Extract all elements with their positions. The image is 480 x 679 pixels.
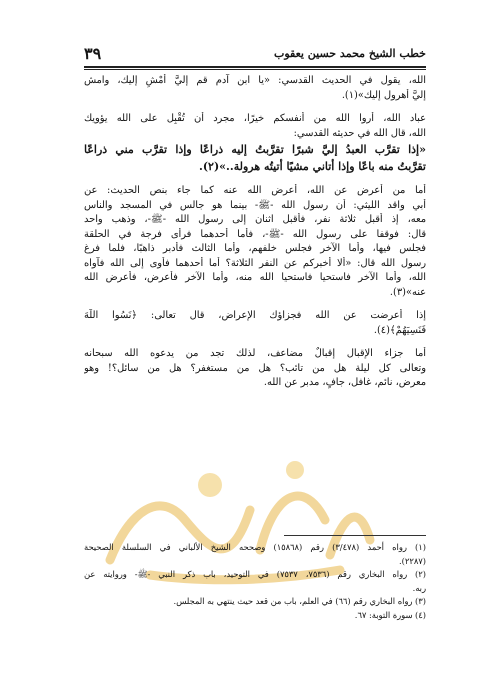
- running-header: [84, 42, 426, 64]
- text-line: أما من أعرض عن الله، أعرض الله عنه كما جاء بنص الحديث: عن: [84, 185, 426, 196]
- text-line: أبي واقد الليثي: أن رسول الله -ﷺ- بينما هو جالس في المسجد والناس: [84, 199, 426, 211]
- paragraph-gap: [84, 103, 426, 112]
- footnote-line: (٣) رواه البخاري رقم (٦٦) في العلم، باب من قعد حيث ينتهي به المجلس.: [173, 596, 426, 606]
- footnote-line: (٤) سورة التوبة: ٦٧.: [354, 609, 426, 620]
- main-text: [84, 74, 426, 391]
- header-rule: [84, 66, 426, 68]
- footnote-line: (٢٢٨٧).: [399, 555, 426, 566]
- text-line: «إذا تقرَّب العبدُ إليَّ شبرًا تقرَّبتُ إليه ذراعًا وإذا تقرَّب مني ذراعًا: [84, 143, 426, 156]
- text-line: الله، قال الله في حديثه القدسي:: [293, 127, 426, 139]
- text-line: إذا أعرضت عن الله فجزاؤك الإعراض، قال تعالى: ﴿نَسُوا اللَّهَ: [84, 310, 426, 321]
- header-rule-thin: [84, 69, 426, 70]
- footnotes: [84, 541, 426, 622]
- text-line: رسول الله قال: «ألا أخبركم عن النفر الثلاثة؟ أما أحدهما فأوى إلى الله فآواه: [84, 257, 426, 269]
- footnote-line: (١) رواه أحمد (٣/٤٧٨) رقم (١٥٨٦٨) وصححه الشيخ الألباني في السلسلة الصحيحة: [84, 542, 426, 552]
- text-line: فجلس فيها، وأما الآخر فجلس خلفهم، وأما الثالث فأدبر ذاهبًا، فلما فرغ: [84, 243, 426, 254]
- text-line: عنه»(٣).: [389, 286, 426, 298]
- text-line: قال: فوقفا على رسول الله -ﷺ-، فأما أحدهما فرأى فرجة في الحلقة: [84, 228, 426, 240]
- text-line: فَنَسِيَهُمْ﴾(٤).: [373, 324, 426, 336]
- text-line: تقرَّبتُ منه باعًا وإذا أتاني مشيًا أتيتُه هرولة..»(٢).: [199, 160, 426, 173]
- text-line: إليَّ أُهرول إليك»(١).: [341, 89, 426, 101]
- paragraph-gap: [84, 300, 426, 309]
- text-line: معرض، نائم، غافل، جافٍ، مدبر عن الله.: [263, 377, 426, 388]
- text-line: عباد الله، أروا الله من أنفسكم خيرًا، مجرد أن تُقْبِل على الله يؤويك: [84, 113, 426, 124]
- text-line: الله، وأما الآخر فاستحيا فاستحيا الله منه، وأما الآخر فأعرض، فأعرض الله: [84, 272, 426, 283]
- text-line: أما جزاء الإقبال إقبالٌ مضاعف، لذلك تجد من يدعوه الله سبحانه: [84, 348, 426, 359]
- footnote-line: (٢) رواه البخاري رقم (٧٥٣٦، ٧٥٣٧) في التوحيد، باب ذكر النبي -ﷺ- وروايته عن: [84, 569, 426, 579]
- paragraph-gap: [84, 338, 426, 347]
- text-line: وتعالى كل ليلة هل من تائب؟ هل من مستغفر؟ هل من سائل؟! وهو: [84, 362, 426, 374]
- paragraph-gap: [84, 175, 426, 184]
- text-line: الله، يقول في الحديث القدسي: «يا ابن آدم قم إليَّ أمْشِ إليك، وامش: [84, 75, 426, 86]
- footnote-separator: [284, 535, 426, 536]
- book-title: خطب الشيخ محمد حسين يعقوب: [274, 46, 426, 60]
- text-line: معه، إذ أقبل ثلاثة نفر، فأقبل اثنان إلى رسول الله -ﷺ-، وذهب واحد: [84, 214, 426, 225]
- footnote-line: ربه.: [412, 582, 426, 593]
- page-number: ٣٩: [84, 43, 102, 63]
